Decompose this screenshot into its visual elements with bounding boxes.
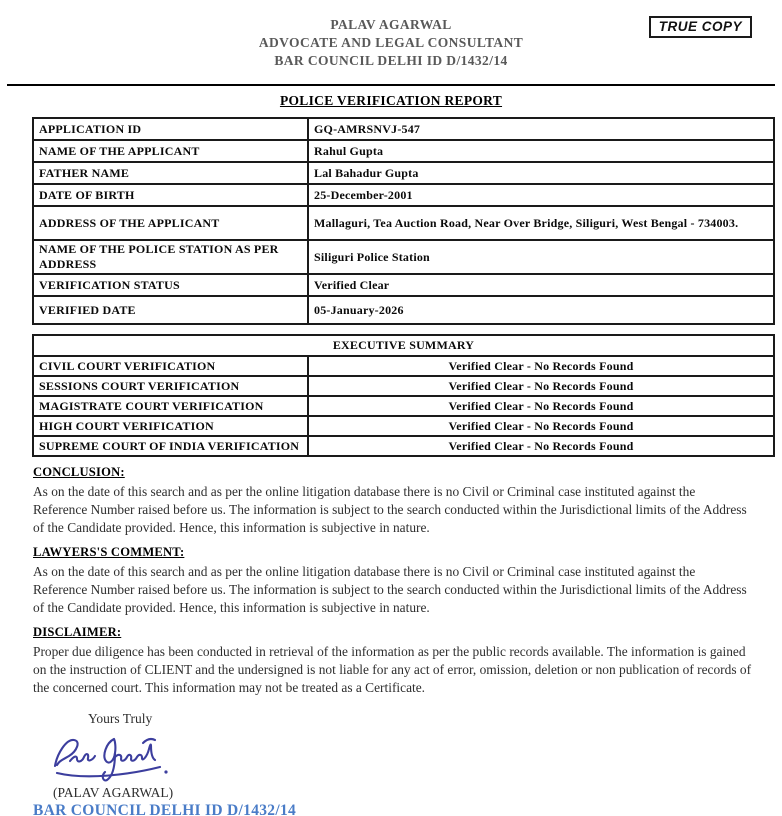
closing-text: Yours Truly: [88, 711, 153, 726]
disclaimer-heading: DISCLAIMER:: [33, 625, 122, 639]
detail-value: Lal Bahadur Gupta: [308, 162, 774, 184]
detail-label: DATE OF BIRTH: [33, 184, 308, 206]
summary-label: SESSIONS COURT VERIFICATION: [33, 376, 308, 396]
row-police-station: [33, 240, 774, 274]
lawyers-comment-heading: LAWYERS'S COMMENT:: [33, 545, 185, 559]
executive-summary-table: [32, 334, 775, 457]
page-title: POLICE VERIFICATION REPORT: [279, 93, 503, 108]
detail-label: NAME OF THE POLICE STATION AS PER ADDRESS: [33, 240, 308, 274]
row-civil-court: [33, 356, 774, 376]
section-conclusion: [33, 465, 752, 537]
row-verification-status: [33, 274, 774, 296]
detail-label: ADDRESS OF THE APPLICANT: [33, 206, 308, 240]
section-disclaimer: [33, 625, 752, 697]
detail-label: VERIFICATION STATUS: [33, 274, 308, 296]
applicant-details-table: [32, 117, 775, 325]
summary-value: Verified Clear - No Records Found: [308, 356, 774, 376]
executive-summary-title: EXECUTIVE SUMMARY: [33, 335, 774, 356]
advocate-bar-id: BAR COUNCIL DELHI ID D/1432/14: [274, 53, 508, 68]
signature-image: [48, 730, 176, 784]
narrative-sections: [33, 465, 752, 697]
detail-value: 25-December-2001: [308, 184, 774, 206]
advocate-title: ADVOCATE AND LEGAL CONSULTANT: [258, 35, 524, 50]
summary-label: HIGH COURT VERIFICATION: [33, 416, 308, 436]
row-application-id: [33, 118, 774, 140]
row-address: [33, 206, 774, 240]
true-copy-stamp: TRUE COPY: [649, 16, 752, 38]
header-divider: [7, 84, 775, 86]
lawyers-comment-body: As on the date of this search and as per the online litigation database there is no Civil or Criminal case instituted against the Reference Number raised before us. The information is subject to the search conducted within the Jurisdictional limits of the Address of the Candidate provided. Hence, this information is subjective in nature.: [33, 564, 747, 615]
section-lawyers-comment: [33, 545, 752, 617]
detail-value: Rahul Gupta: [308, 140, 774, 162]
conclusion-heading: CONCLUSION:: [33, 465, 125, 479]
executive-summary-header-row: [33, 335, 774, 356]
detail-value: GQ-AMRSNVJ-547: [308, 118, 774, 140]
detail-label: NAME OF THE APPLICANT: [33, 140, 308, 162]
summary-label: SUPREME COURT OF INDIA VERIFICATION: [33, 436, 308, 456]
detail-value: Siliguri Police Station: [308, 240, 774, 274]
detail-value: Verified Clear: [308, 274, 774, 296]
summary-label: MAGISTRATE COURT VERIFICATION: [33, 396, 308, 416]
summary-value: Verified Clear - No Records Found: [308, 436, 774, 456]
summary-value: Verified Clear - No Records Found: [308, 396, 774, 416]
detail-value: Mallaguri, Tea Auction Road, Near Over Bridge, Siliguri, West Bengal - 734003.: [308, 206, 774, 240]
row-father-name: [33, 162, 774, 184]
row-high-court: [33, 416, 774, 436]
detail-label: VERIFIED DATE: [33, 296, 308, 324]
row-supreme-court: [33, 436, 774, 456]
conclusion-body: As on the date of this search and as per the online litigation database there is no Civil or Criminal case instituted against the Reference Number raised before us. The information is subject to the search conducted within the Jurisdictional limits of the Address of the Candidate provided. Hence, this information is subjective in nature.: [33, 484, 747, 535]
detail-value: 05-January-2026: [308, 296, 774, 324]
summary-label: CIVIL COURT VERIFICATION: [33, 356, 308, 376]
signatory-name: (PALAV AGARWAL): [53, 785, 174, 800]
row-date-of-birth: [33, 184, 774, 206]
signatory-bar-id: BAR COUNCIL DELHI ID D/1432/14: [33, 802, 297, 816]
row-applicant-name: [33, 140, 774, 162]
detail-label: APPLICATION ID: [33, 118, 308, 140]
summary-value: Verified Clear - No Records Found: [308, 376, 774, 396]
row-magistrate-court: [33, 396, 774, 416]
advocate-name: PALAV AGARWAL: [330, 17, 452, 32]
row-sessions-court: [33, 376, 774, 396]
detail-label: FATHER NAME: [33, 162, 308, 184]
disclaimer-body: Proper due diligence has been conducted in retrieval of the information as per the public records available. The information is gained on the instruction of CLIENT and the undersigned is not liable for any act of error, omission, deletion or non publication of records of the concerned court. This information may not be treated as a Certificate.: [33, 644, 752, 695]
summary-value: Verified Clear - No Records Found: [308, 416, 774, 436]
row-verified-date: [33, 296, 774, 324]
